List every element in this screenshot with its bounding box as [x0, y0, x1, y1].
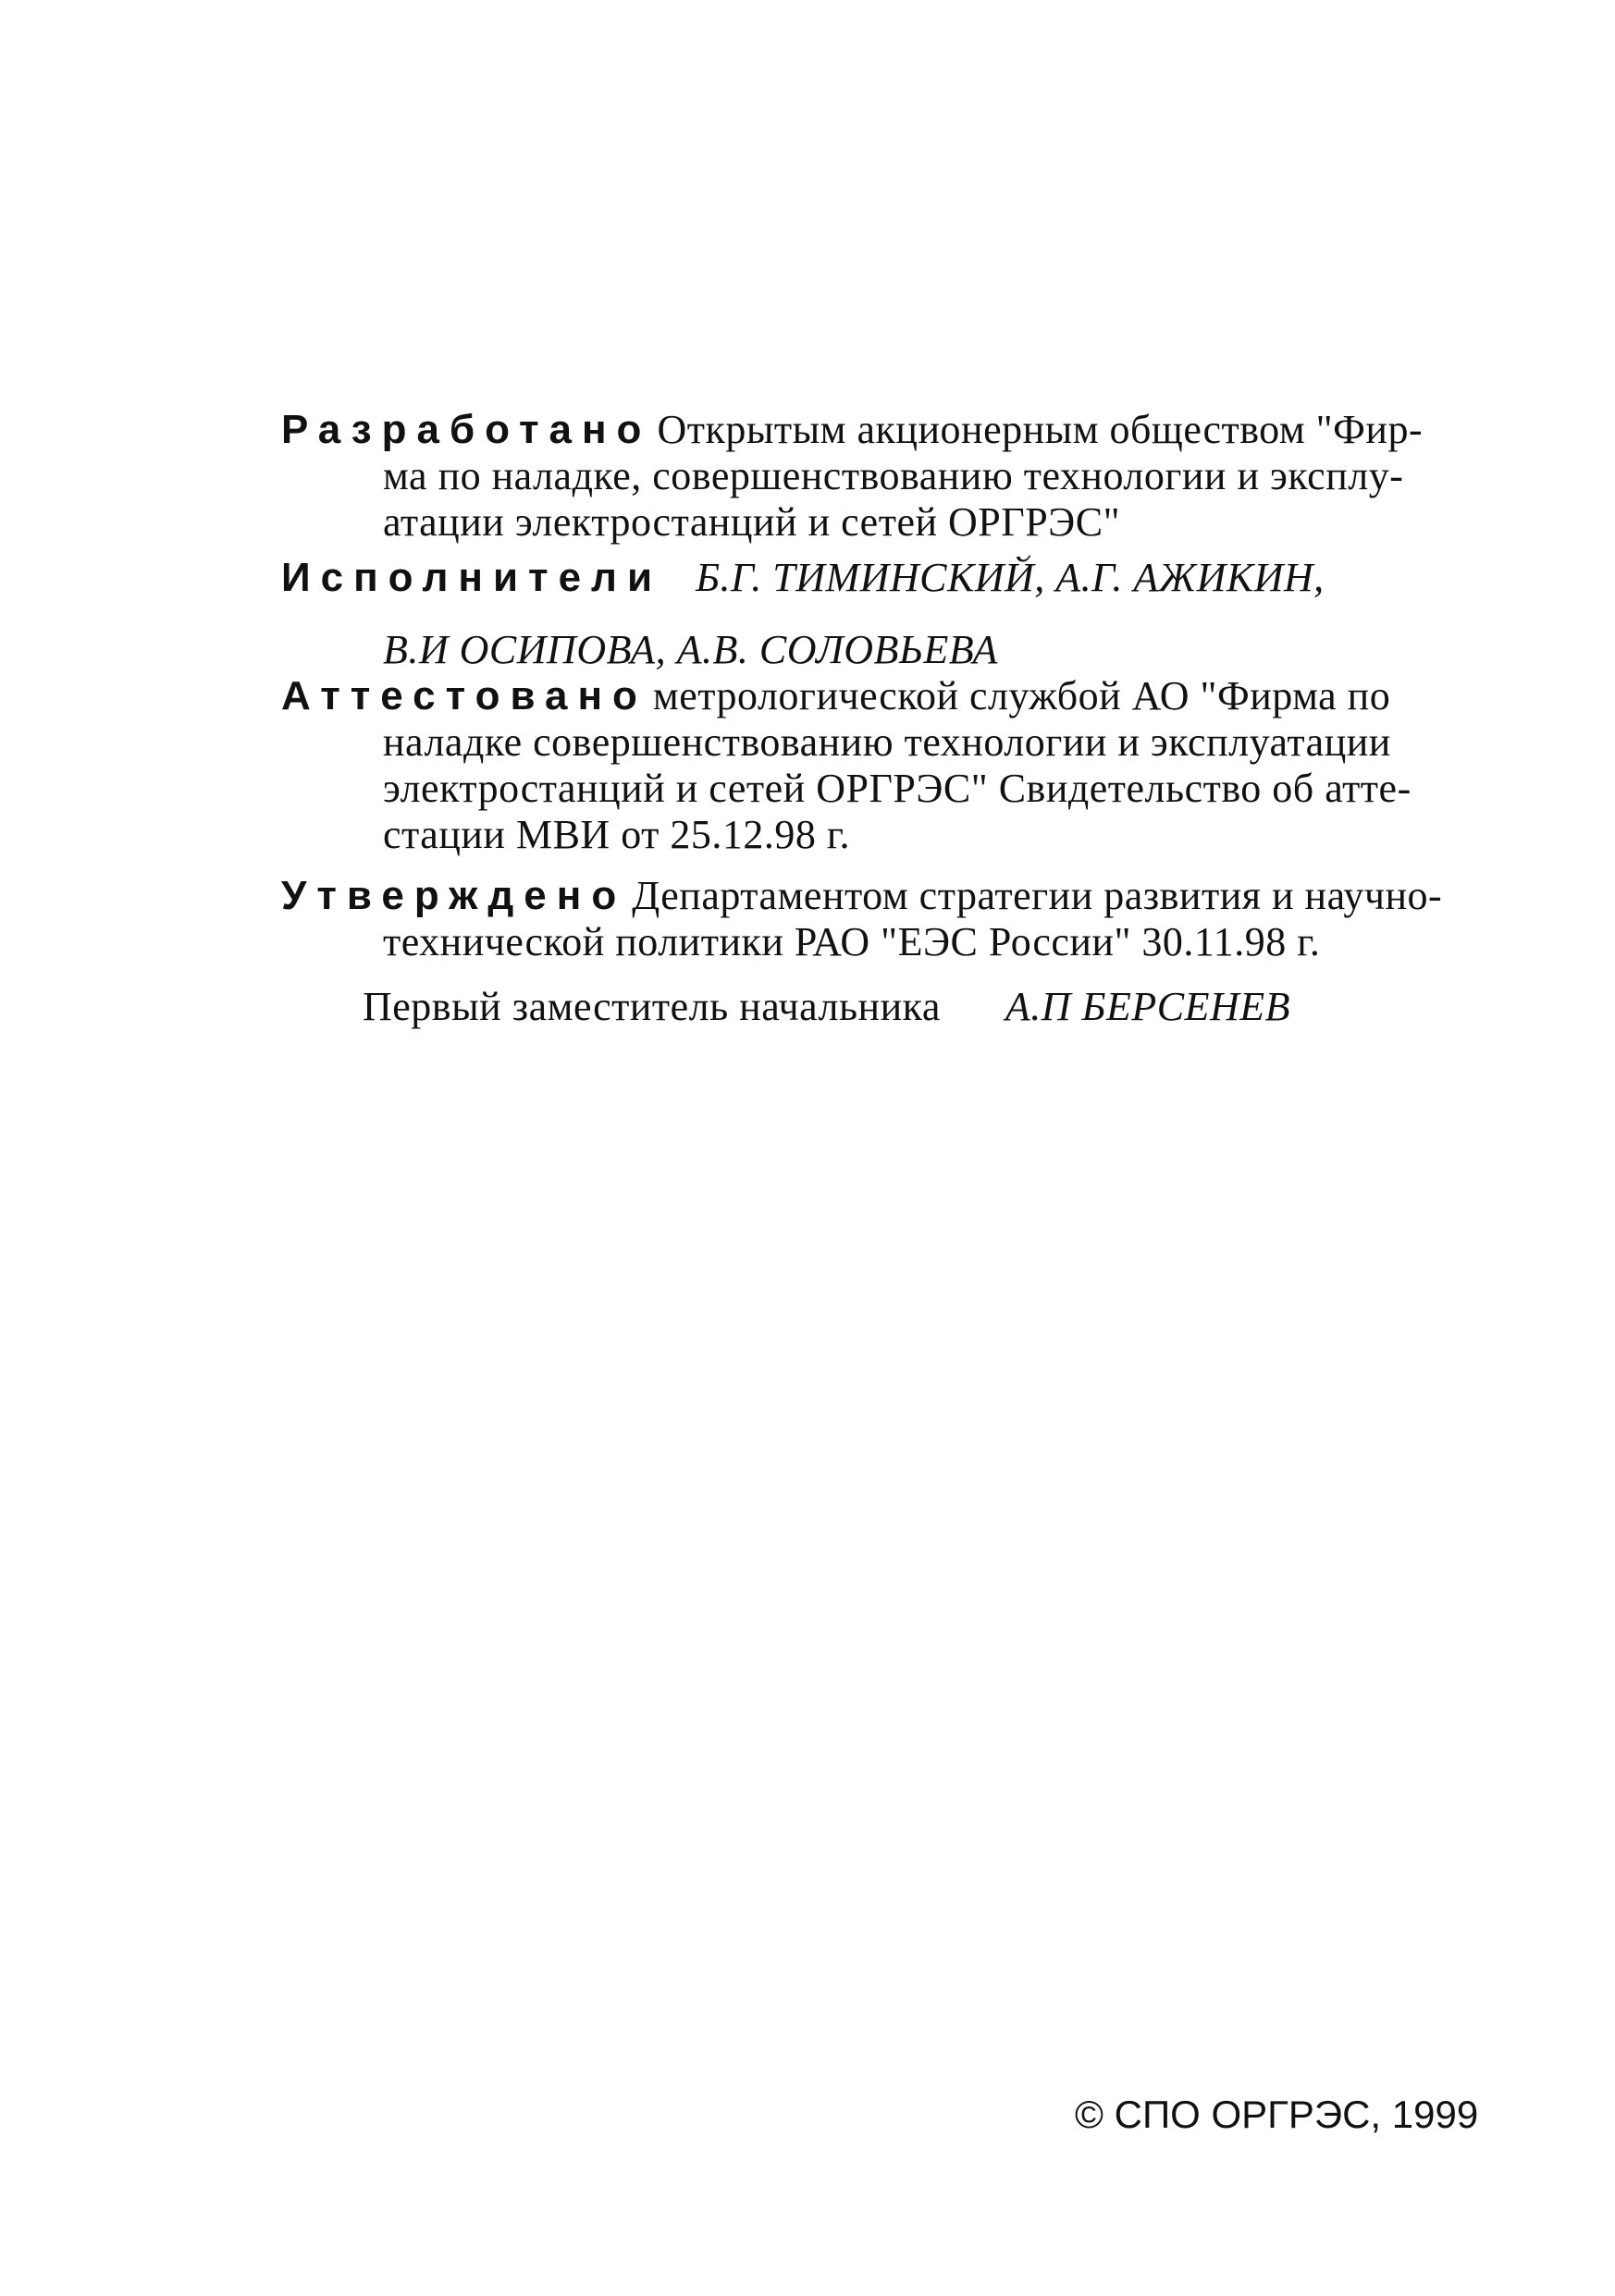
- developed-label: Разработано: [281, 407, 652, 452]
- approved-first-line: [281, 873, 1484, 919]
- copyright-notice: © СПО ОРГРЭС, 1999: [1075, 2093, 1479, 2136]
- performers-names-line-2: В.И ОСИПОВА, А.В. СОЛОВЬЕВА: [383, 627, 998, 672]
- signature-section: [363, 984, 1565, 1030]
- developed-first-line: [281, 407, 1484, 453]
- developed-text-line-3: атации электростанций и сетей ОРГРЭС": [383, 499, 1121, 545]
- performers-names-line-1: Б.Г. ТИМИНСКИЙ, А.Г. АЖИКИН,: [696, 555, 1325, 600]
- approved-text-line-2: технической политики РАО "ЕЭС России" 30.11.98 г.: [383, 919, 1321, 964]
- signature-line: [363, 984, 1565, 1030]
- attested-text-line-4: стации МВИ от 25.12.98 г.: [383, 812, 850, 857]
- approved-section: [281, 873, 1484, 965]
- attested-text-line-2: наладке совершенствованию технологии и эксплуатации: [383, 719, 1391, 765]
- attested-first-line: [281, 673, 1484, 719]
- attested-label: Аттестовано: [281, 673, 647, 718]
- signature-position: Первый заместитель начальника: [363, 984, 941, 1029]
- approved-label: Утверждено: [281, 873, 627, 918]
- attested-section: [281, 673, 1484, 858]
- developed-text-line-2: ма по наладке, совершенствованию технологии и эксплу-: [383, 453, 1404, 498]
- performers-section: [281, 555, 1484, 673]
- performers-first-line: [281, 555, 1484, 601]
- signature-name: А.П БЕРСЕНЕВ: [1005, 984, 1290, 1029]
- performers-label: Исполнители: [281, 555, 663, 600]
- approved-text-line-1: Департаментом стратегии развития и научно-: [632, 873, 1443, 918]
- attested-text-line-3: электростанций и сетей ОРГРЭС" Свидетельство об атте-: [383, 766, 1412, 811]
- developed-section: [281, 407, 1484, 546]
- attested-text-line-1: метрологической службой АО "Фирма по: [652, 673, 1391, 718]
- developed-text-line-1: Открытым акционерным обществом "Фир-: [657, 407, 1424, 452]
